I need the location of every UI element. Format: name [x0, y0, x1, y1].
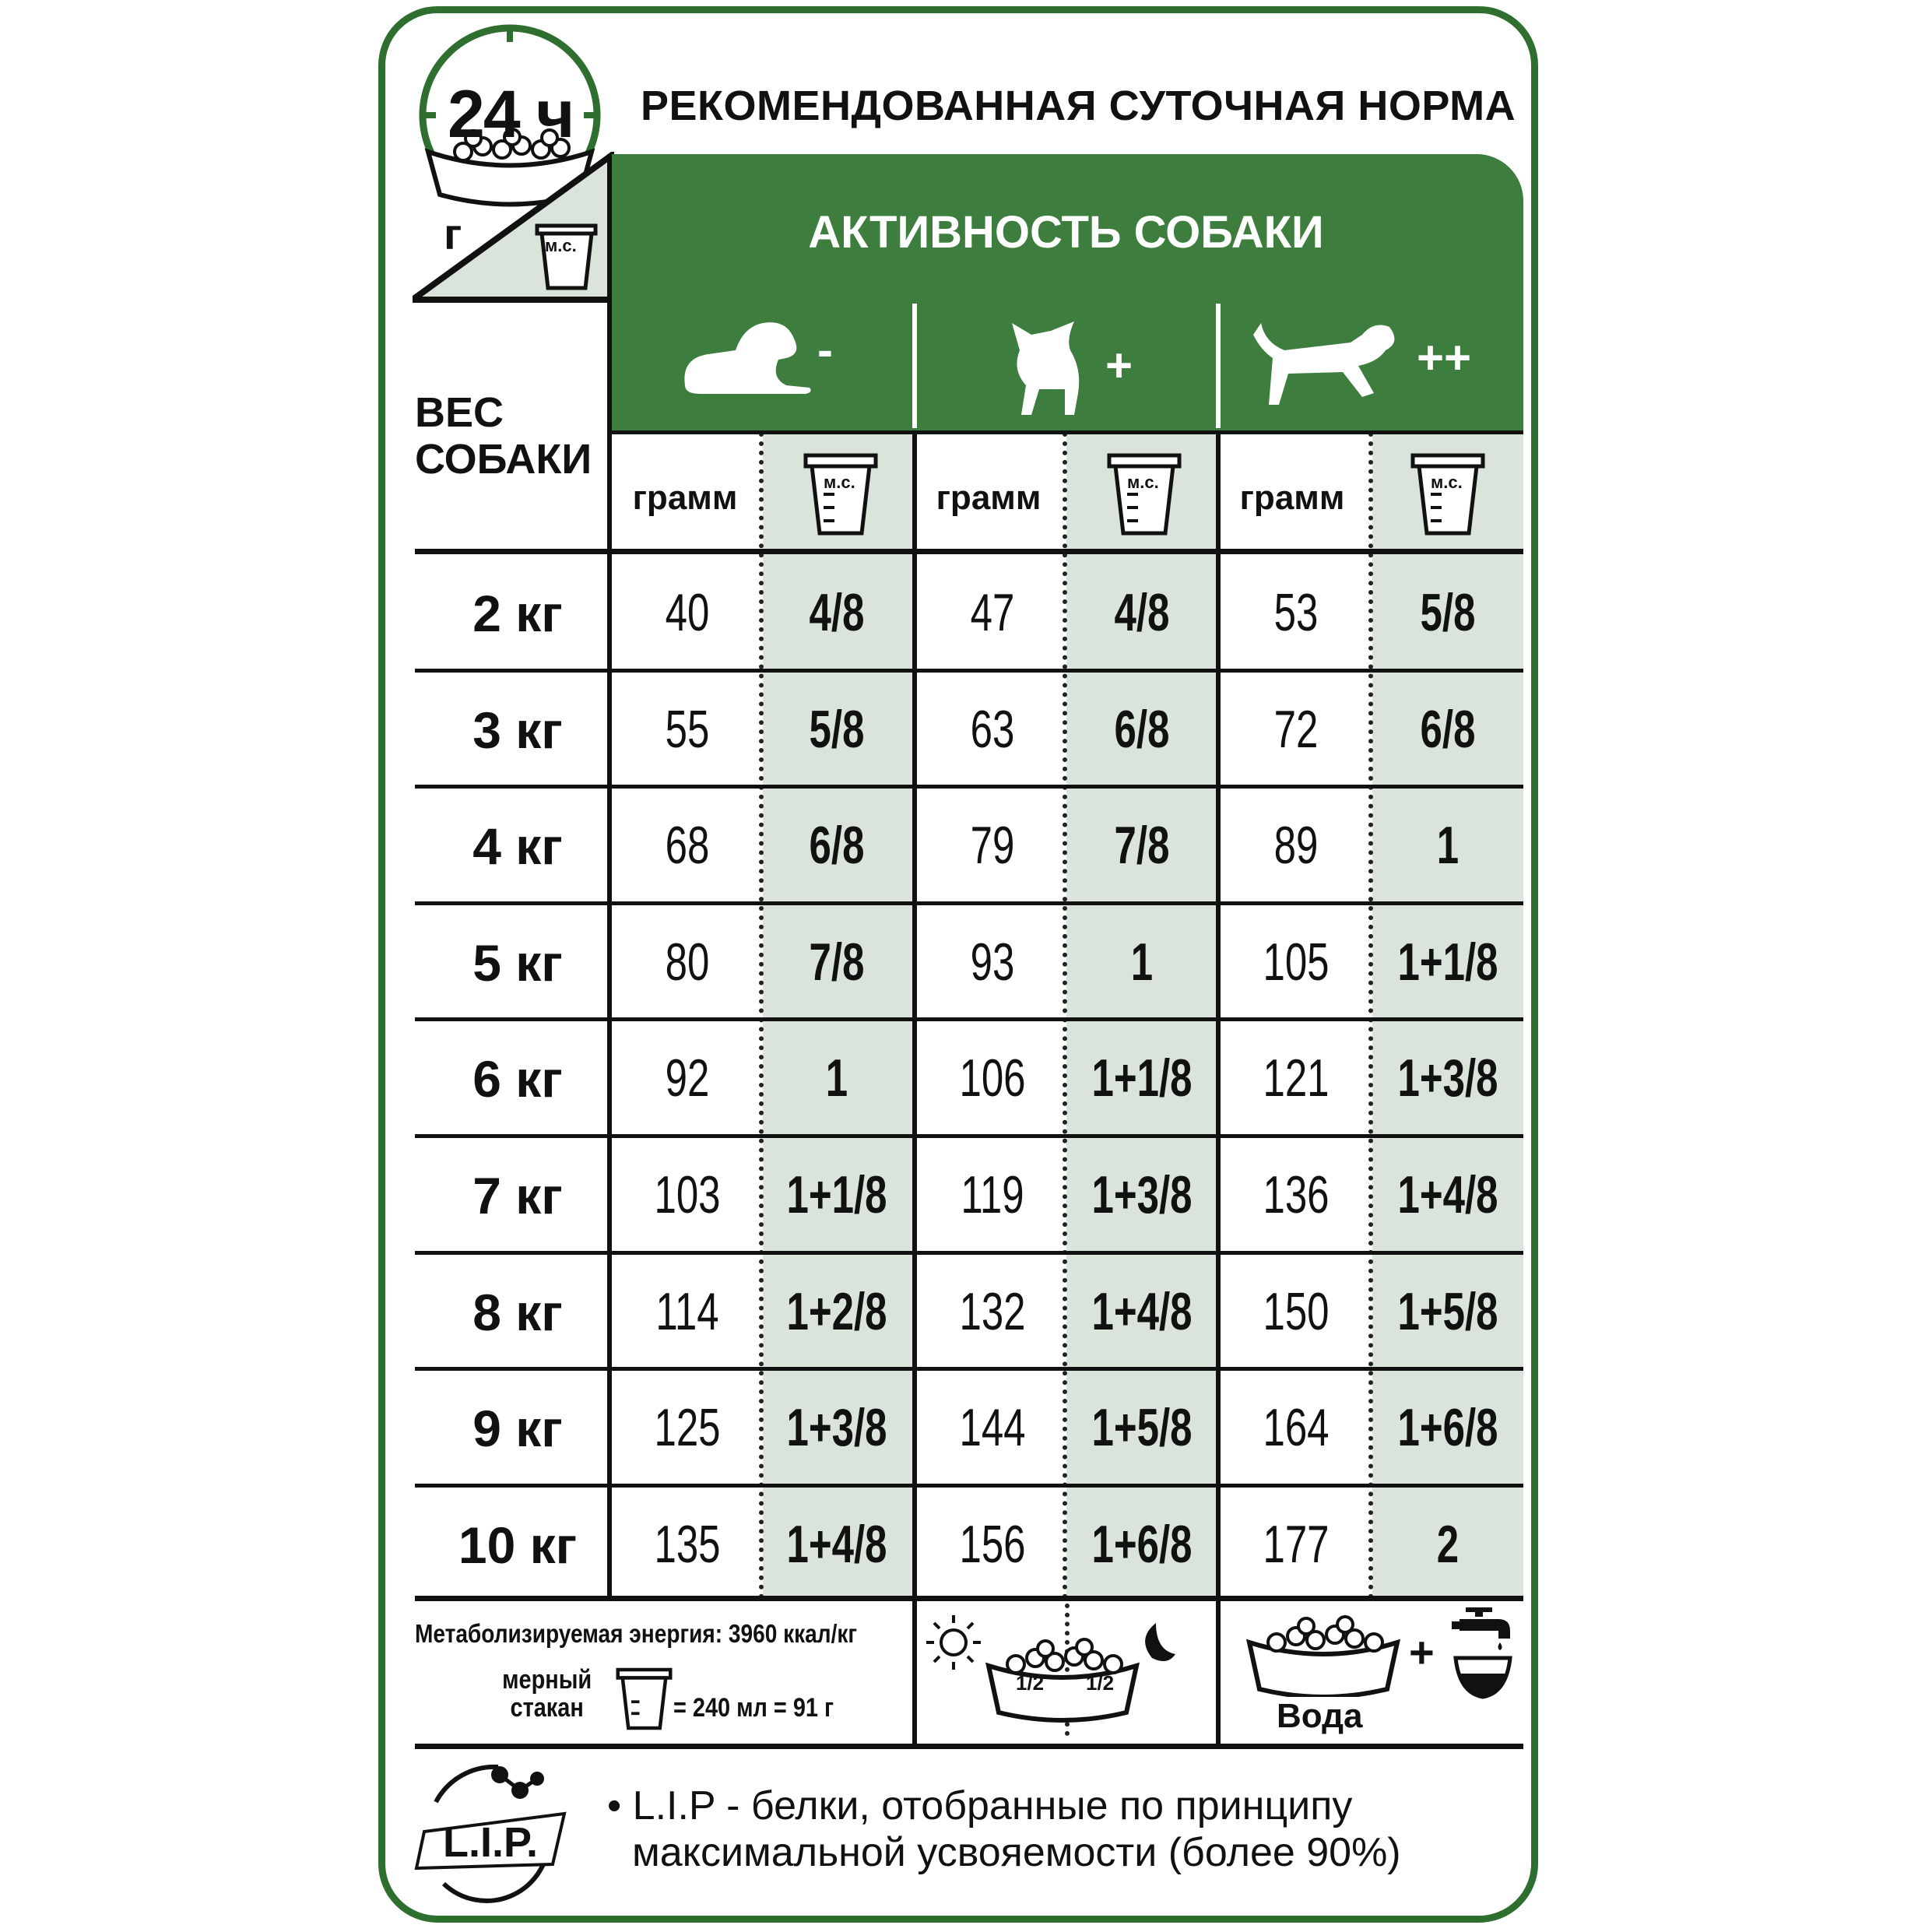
grams-cell: 55	[665, 699, 710, 759]
grams-cell: 132	[959, 1281, 1026, 1341]
activity-level-high: ++	[1417, 332, 1472, 384]
cups-cell: 1+1/8	[786, 1165, 887, 1224]
weight-cell: 6 кг	[472, 1050, 563, 1108]
weight-cell: 3 кг	[472, 701, 563, 759]
water-label: Вода	[1277, 1697, 1363, 1735]
activity-separator	[1216, 304, 1221, 428]
grams-cell: 103	[654, 1165, 721, 1224]
half-portion-label: 1/2	[1086, 1671, 1115, 1695]
half-portion-label: 1/2	[1016, 1671, 1045, 1695]
weight-cell: 4 кг	[472, 817, 563, 876]
grams-cell: 40	[665, 583, 710, 642]
dotted-divider	[1063, 432, 1067, 1600]
grams-cell: 47	[970, 583, 1015, 642]
grams-cell: 164	[1263, 1398, 1330, 1458]
page-title: РЕКОМЕНДОВАННАЯ СУТОЧНАЯ НОРМА	[641, 83, 1516, 129]
cups-cell: 1+2/8	[786, 1281, 887, 1341]
grams-cell: 144	[959, 1398, 1026, 1458]
dog-lying-icon	[677, 311, 833, 397]
cups-cell: 1+1/8	[1091, 1049, 1193, 1108]
cups-cell: 1+3/8	[1397, 1049, 1498, 1108]
cups-cell: 7/8	[1114, 816, 1170, 876]
grams-cell: 79	[970, 816, 1015, 876]
weight-label-line2: СОБАКИ	[415, 436, 592, 483]
grams-cell: 119	[961, 1165, 1024, 1224]
grams-cell: 156	[959, 1514, 1026, 1574]
grams-cell: 89	[1273, 816, 1319, 876]
weight-label-line1: ВЕС	[415, 389, 504, 436]
weight-cell: 8 кг	[472, 1283, 563, 1341]
cup-label-line1: мерный	[502, 1665, 592, 1695]
cups-cell: 7/8	[809, 932, 865, 992]
measuring-cup-icon	[1409, 451, 1487, 537]
grams-cell: 114	[655, 1281, 719, 1341]
cup-header-text: м.с.	[824, 472, 855, 492]
cups-cell: 5/8	[809, 699, 865, 759]
cups-cell: 1	[825, 1049, 848, 1108]
cups-cell: 6/8	[809, 816, 865, 876]
lip-logo-text: L.I.P.	[442, 1819, 539, 1866]
cup-label-line2: стакан	[510, 1693, 584, 1723]
corner-triangle	[413, 152, 615, 307]
grams-cell: 72	[1273, 699, 1319, 759]
grams-cell: 63	[970, 699, 1015, 759]
row-divider	[415, 1134, 1523, 1138]
measuring-cup-icon	[1105, 451, 1183, 537]
cups-cell: 6/8	[1420, 699, 1476, 759]
cups-cell: 1+6/8	[1397, 1398, 1498, 1458]
row-divider	[415, 901, 1523, 905]
row-divider	[415, 669, 1523, 673]
energy-text: Метаболизируемая энергия: 3960 ккал/кг	[415, 1619, 858, 1648]
twice-daily-bowl-icon	[922, 1611, 1179, 1728]
measuring-cup-label	[502, 1666, 592, 1722]
lip-description	[607, 1783, 1401, 1876]
corner-cup-text: м.с.	[545, 236, 577, 255]
dog-running-icon	[1249, 319, 1405, 409]
row-divider	[415, 1251, 1523, 1255]
activity-label: АКТИВНОСТЬ СОБАКИ	[808, 207, 1324, 258]
food-bowl-icon	[1245, 1607, 1401, 1697]
lip-line1: • L.I.P - белки, отобранные по принципу	[607, 1783, 1353, 1828]
row-divider	[415, 1017, 1523, 1021]
activity-level-low: -	[817, 324, 833, 376]
weight-cell: 10 кг	[458, 1516, 578, 1574]
row-divider	[415, 785, 1523, 789]
grams-cell: 80	[665, 932, 710, 992]
lip-logo	[413, 1755, 576, 1911]
dog-standing-icon	[996, 315, 1098, 416]
column-divider	[1216, 432, 1221, 1748]
weight-cell: 5 кг	[472, 933, 563, 992]
cups-cell: 2	[1436, 1514, 1460, 1574]
activity-level-medium: +	[1105, 339, 1133, 392]
column-divider	[912, 432, 917, 1748]
weight-cell: 9 кг	[472, 1400, 563, 1458]
water-tap-icon	[1444, 1607, 1514, 1701]
row-divider	[415, 1484, 1523, 1488]
grams-cell: 136	[1263, 1165, 1330, 1224]
grams-cell: 177	[1263, 1514, 1330, 1574]
measuring-cup-icon	[802, 451, 880, 537]
header-divider	[415, 549, 1523, 554]
grams-cell: 105	[1263, 932, 1330, 992]
grams-cell: 92	[665, 1049, 710, 1108]
cups-cell: 4/8	[809, 583, 865, 642]
grams-cell: 135	[654, 1514, 721, 1574]
cups-cell: 1	[1130, 932, 1154, 992]
gram-header: грамм	[632, 479, 738, 517]
cups-cell: 1	[1436, 816, 1460, 876]
cups-cell: 6/8	[1114, 699, 1170, 759]
weight-cell: 7 кг	[472, 1167, 563, 1224]
cups-cell: 1+1/8	[1397, 932, 1498, 992]
weight-divider	[607, 154, 612, 1600]
lip-line2: максимальной усвояемости (более 90%)	[632, 1830, 1401, 1875]
weight-column-label	[415, 389, 592, 483]
header-bottom-line	[609, 430, 1523, 434]
cup-header-text: м.с.	[1431, 472, 1463, 492]
weight-cell: 2 кг	[472, 585, 563, 642]
grams-cell: 68	[665, 816, 710, 876]
cups-cell: 1+5/8	[1397, 1281, 1498, 1341]
cups-cell: 1+4/8	[1397, 1165, 1498, 1224]
cup-equation: = 240 мл = 91 г	[673, 1693, 834, 1723]
grams-cell: 150	[1263, 1281, 1330, 1341]
grams-cell: 93	[970, 932, 1015, 992]
footer-bottom-line	[415, 1744, 1523, 1749]
cups-cell: 5/8	[1420, 583, 1476, 642]
dotted-divider	[1368, 432, 1373, 1600]
activity-separator	[912, 304, 917, 428]
grams-cell: 53	[1273, 583, 1319, 642]
cups-cell: 1+3/8	[1091, 1165, 1193, 1224]
cups-cell: 1+5/8	[1091, 1398, 1193, 1458]
cups-cell: 1+4/8	[1091, 1281, 1193, 1341]
row-divider	[415, 1367, 1523, 1371]
cups-cell: 1+3/8	[786, 1398, 887, 1458]
cup-header-text: м.с.	[1127, 472, 1159, 492]
gram-header: грамм	[936, 479, 1042, 517]
cups-cell: 1+6/8	[1091, 1514, 1193, 1574]
plus-sign: +	[1409, 1628, 1435, 1677]
corner-gram-label: г	[444, 209, 462, 258]
cups-cell: 4/8	[1114, 583, 1170, 642]
cups-cell: 1+4/8	[786, 1514, 887, 1574]
grams-cell: 106	[959, 1049, 1026, 1108]
dotted-divider	[759, 432, 764, 1600]
clock-label: 24 ч	[448, 77, 574, 152]
grams-cell: 121	[1263, 1049, 1330, 1108]
gram-header: грамм	[1239, 479, 1345, 517]
grams-cell: 125	[654, 1398, 721, 1458]
measuring-cup-icon	[615, 1666, 673, 1732]
table-bottom-line	[415, 1596, 1523, 1601]
